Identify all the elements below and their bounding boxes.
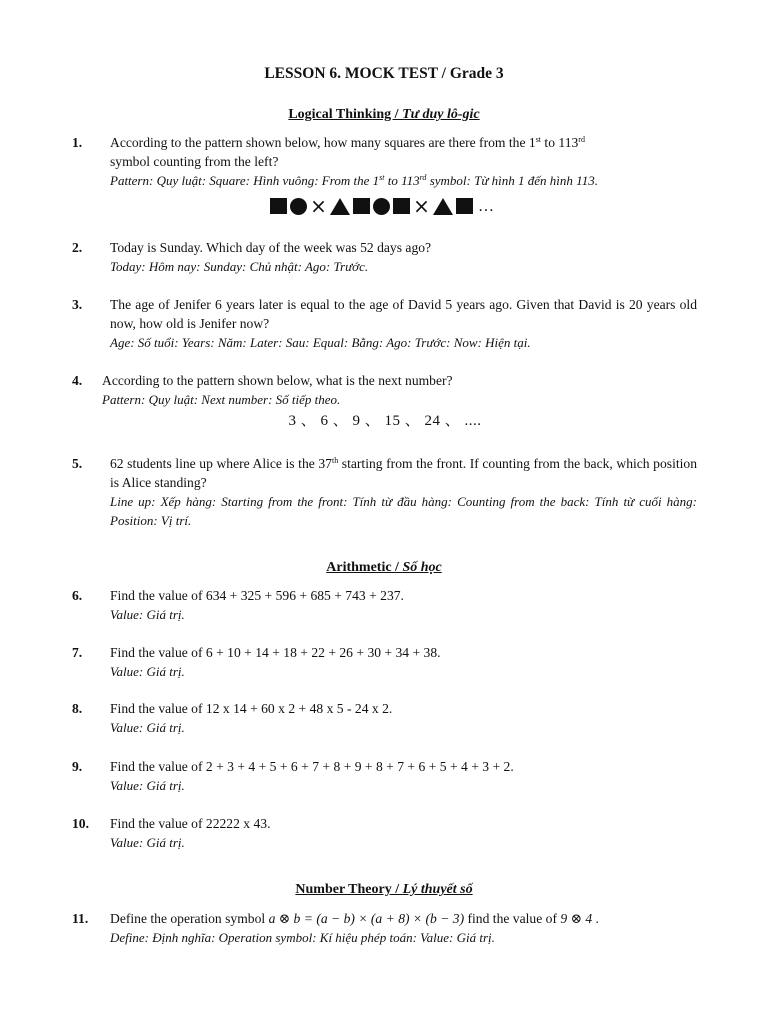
square-shape-icon <box>393 198 410 214</box>
vietnamese-glossary: Age: Số tuổi: Years: Năm: Later: Sau: Equal: Bằng: Ago: Trước: Now: Hiện tại. <box>110 335 531 350</box>
question-text: According to the pattern shown below, how many squares are there from the 1st to 113rd <box>110 135 585 150</box>
question-3 <box>72 295 697 352</box>
question-number: 5. <box>72 456 83 471</box>
question-number: 9. <box>72 759 83 774</box>
question-8 <box>72 699 697 737</box>
section-heading-vi: Lý thuyết số <box>402 882 473 897</box>
question-2 <box>72 238 697 276</box>
section-heading-en: Number Theory / <box>295 882 403 897</box>
vietnamese-glossary: Today: Hôm nay: Sunday: Chủ nhật: Ago: Trước. <box>110 259 369 274</box>
shape-pattern <box>270 195 494 217</box>
vietnamese-glossary: Value: Giá trị. <box>110 607 185 622</box>
operation-formula: a ⊗ b = (a − b) × (a + 8) × (b − 3) <box>268 911 465 926</box>
vietnamese-glossary: Value: Giá trị. <box>110 778 185 793</box>
section-heading-en: Logical Thinking / <box>288 107 403 122</box>
question-text-line2: symbol counting from the left? <box>110 154 279 169</box>
circle-shape-icon <box>373 198 390 215</box>
question-text: Find the value of 6 + 10 + 14 + 18 + 22 + 26 + 30 + 34 + 38. <box>110 645 441 660</box>
triangle-shape-icon <box>330 198 350 215</box>
page-title: LESSON 6. MOCK TEST / Grade 3 <box>264 65 504 82</box>
square-shape-icon <box>353 198 370 214</box>
section-heading-number-theory <box>0 880 768 899</box>
vietnamese-glossary: Pattern: Quy luật: Next number: Số tiếp theo. <box>102 392 341 407</box>
question-text: Today is Sunday. Which day of the week was 52 days ago? <box>110 240 432 255</box>
question-1 <box>72 133 697 190</box>
question-4 <box>72 371 697 409</box>
question-number: 10. <box>72 816 89 831</box>
vietnamese-glossary: Define: Định nghĩa: Operation symbol: Kí hiệu phép toán: Value: Giá trị. <box>110 930 495 945</box>
circle-shape-icon <box>290 198 307 215</box>
question-number: 1. <box>72 135 83 150</box>
question-6 <box>72 586 697 624</box>
cross-shape-icon: × <box>310 193 327 218</box>
pattern-ellipsis: … <box>478 197 494 215</box>
triangle-shape-icon <box>433 198 453 215</box>
question-text: The age of Jenifer 6 years later is equal to the age of David 5 years ago. Given that David is 20 years old now, how old is Jenifer now? <box>110 297 697 331</box>
number-sequence: 3 、 6 、 9 、 15 、 24 、 .... <box>288 413 482 429</box>
question-number: 8. <box>72 701 83 716</box>
vietnamese-glossary: Line up: Xếp hàng: Starting from the front: Tính từ đầu hàng: Counting from the back: Tính từ cuối hàng: Position: Vị trí. <box>110 494 697 528</box>
question-number: 6. <box>72 588 83 603</box>
section-heading-logic <box>0 105 768 124</box>
section-heading-vi: Số học <box>402 560 442 575</box>
square-shape-icon <box>270 198 287 214</box>
question-9 <box>72 757 697 795</box>
question-5 <box>72 454 697 530</box>
vietnamese-glossary: Pattern: Quy luật: Square: Hình vuông: From the 1st to 113rd symbol: Từ hình 1 đến hình 113. <box>110 173 598 188</box>
vietnamese-glossary: Value: Giá trị. <box>110 835 185 850</box>
question-text: 62 students line up where Alice is the 37th starting from the front. If counting from the back, which position is Alice standing? <box>110 456 697 490</box>
operation-expression: 9 ⊗ 4 <box>560 911 593 926</box>
question-number: 4. <box>72 373 83 388</box>
question-7 <box>72 643 697 681</box>
question-10 <box>72 814 697 852</box>
question-11 <box>72 909 697 947</box>
section-heading-en: Arithmetic / <box>326 560 403 575</box>
question-text: Define the operation symbol a ⊗ b = (a − b) × (a + 8) × (b − 3) find the value of 9 ⊗ 4 . <box>110 911 599 926</box>
question-text: Find the value of 634 + 325 + 596 + 685 + 743 + 237. <box>110 588 404 603</box>
question-number: 2. <box>72 240 83 255</box>
question-number: 11. <box>72 911 89 926</box>
question-number: 3. <box>72 297 83 312</box>
square-shape-icon <box>456 198 473 214</box>
question-text: Find the value of 12 x 14 + 60 x 2 + 48 x 5 - 24 x 2. <box>110 701 393 716</box>
vietnamese-glossary: Value: Giá trị. <box>110 664 185 679</box>
vietnamese-glossary: Value: Giá trị. <box>110 720 185 735</box>
question-text: Find the value of 2 + 3 + 4 + 5 + 6 + 7 + 8 + 9 + 8 + 7 + 6 + 5 + 4 + 3 + 2. <box>110 759 514 774</box>
section-heading-arithmetic <box>0 558 768 577</box>
section-heading-vi: Tư duy lô-gic <box>402 107 480 122</box>
question-text: Find the value of 22222 x 43. <box>110 816 271 831</box>
question-number: 7. <box>72 645 83 660</box>
cross-shape-icon: × <box>413 193 430 218</box>
question-text: According to the pattern shown below, what is the next number? <box>102 373 453 388</box>
